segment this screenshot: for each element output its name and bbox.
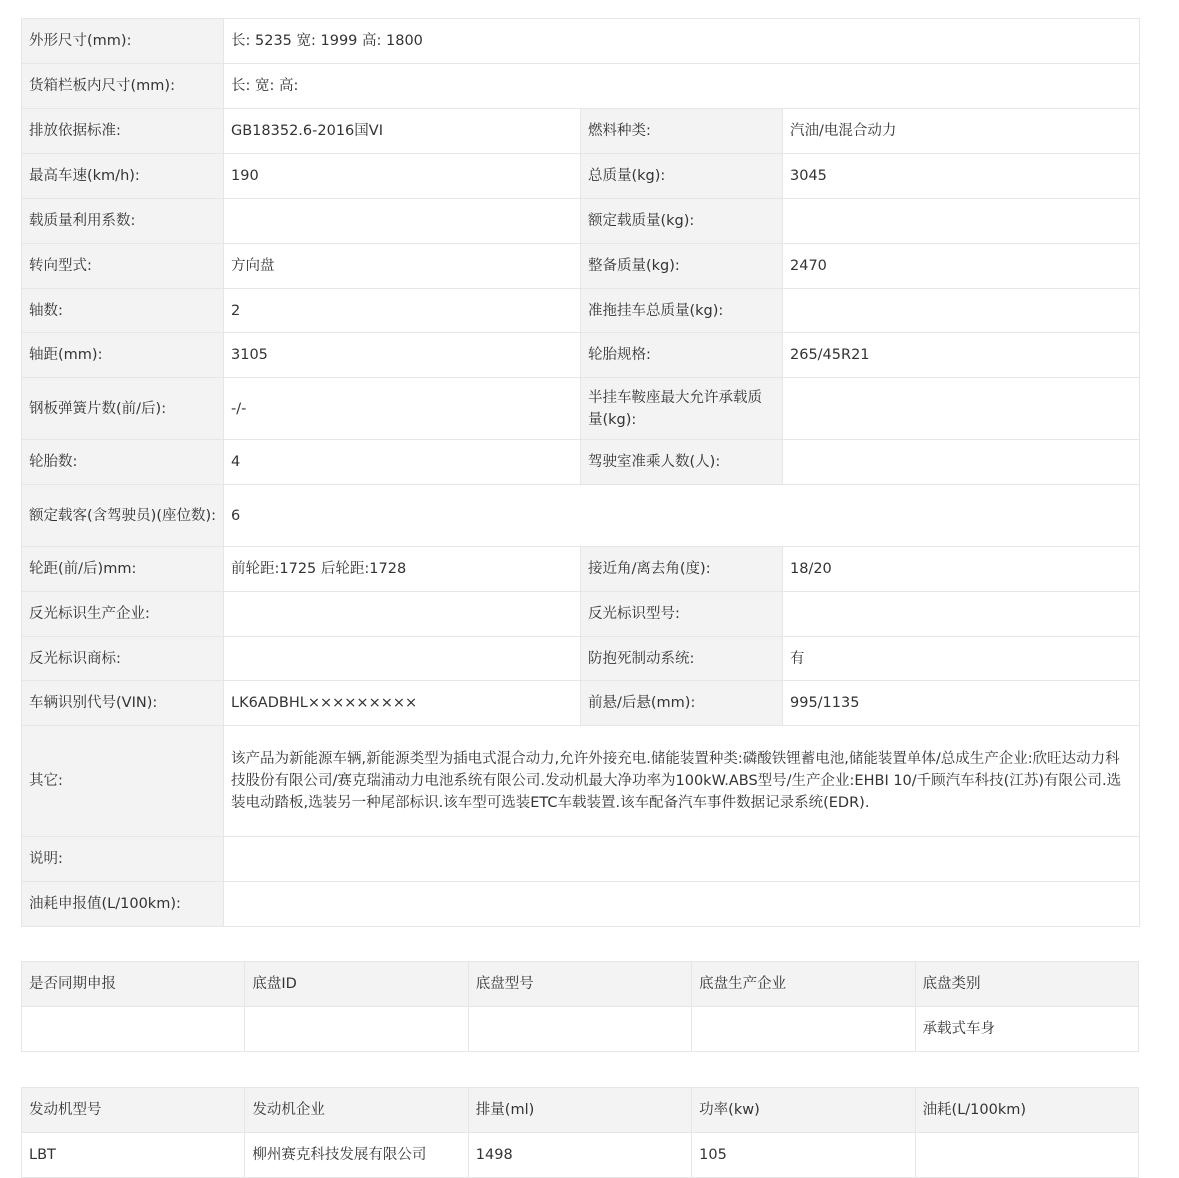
- spec-value: [224, 637, 581, 681]
- spec-label: 车辆识别代号(VIN):: [22, 681, 224, 726]
- table-cell: 柳州赛克科技发展有限公司: [245, 1133, 468, 1178]
- spec-label: 前悬/后悬(mm):: [581, 681, 783, 726]
- spec-value: 6: [224, 485, 1140, 547]
- spec-value: GB18352.6-2016国VI: [224, 109, 581, 154]
- spec-row: [22, 64, 1140, 109]
- spec-value: 995/1135: [783, 681, 1140, 726]
- spec-label: 载质量利用系数:: [22, 199, 224, 244]
- table-cell: [22, 1007, 245, 1052]
- spec-row: [22, 199, 1140, 244]
- spec-label: 接近角/离去角(度):: [581, 547, 783, 592]
- spec-label: 钢板弹簧片数(前/后):: [22, 378, 224, 440]
- table-cell: [692, 1007, 915, 1052]
- spec-label: 油耗申报值(L/100km):: [22, 882, 224, 927]
- spec-row: [22, 378, 1140, 440]
- spec-value: 汽油/电混合动力: [783, 109, 1140, 154]
- spec-label: 轮距(前/后)mm:: [22, 547, 224, 592]
- spec-value: 该产品为新能源车辆,新能源类型为插电式混合动力,允许外接充电.储能装置种类:磷酸铁锂蓄电池,储能装置单体/总成生产企业:欣旺达动力科技股份有限公司/赛克瑞浦动力电池系统有限公司.发动机最大净功率为100kW.ABS型号/生产企业:EHBI 10/千顾汽车科技(江苏)有限公司.选装电动踏板,选装另一种尾部标识.该车型可选装ETC车载装置.该车配备汽车事件数据记录系统(EDR).: [224, 726, 1140, 837]
- spec-value: 4: [224, 440, 581, 485]
- spec-label: 反光标识生产企业:: [22, 592, 224, 637]
- spec-value: 有: [783, 637, 1140, 681]
- spec-value: 18/20: [783, 547, 1140, 592]
- spec-label: 总质量(kg):: [581, 154, 783, 199]
- spec-row: [22, 485, 1140, 547]
- spec-value: [224, 837, 1140, 882]
- spec-value: 2470: [783, 244, 1140, 289]
- spec-value: 方向盘: [224, 244, 581, 289]
- spec-value: -/-: [224, 378, 581, 440]
- spec-label: 轴数:: [22, 289, 224, 333]
- spec-label: 外形尺寸(mm):: [22, 19, 224, 64]
- spec-row: [22, 440, 1140, 485]
- spec-row: [22, 637, 1140, 681]
- spec-label: 整备质量(kg):: [581, 244, 783, 289]
- spec-value: [224, 592, 581, 637]
- table-cell: [915, 1133, 1138, 1178]
- spec-value: 长: 5235 宽: 1999 高: 1800: [224, 19, 1140, 64]
- spec-label: 燃料种类:: [581, 109, 783, 154]
- spec-row: [22, 289, 1140, 333]
- spec-label: 半挂车鞍座最大允许承载质量(kg):: [581, 378, 783, 440]
- spec-row: [22, 726, 1140, 837]
- spec-label: 转向型式:: [22, 244, 224, 289]
- spec-row: [22, 333, 1140, 378]
- column-header: 底盘型号: [468, 962, 691, 1007]
- column-header: 油耗(L/100km): [915, 1088, 1138, 1133]
- spec-label: 排放依据标准:: [22, 109, 224, 154]
- vehicle-spec-table: [21, 18, 1140, 927]
- spec-row: [22, 681, 1140, 726]
- column-header: 排量(ml): [468, 1088, 691, 1133]
- spec-label: 其它:: [22, 726, 224, 837]
- spec-value: [783, 592, 1140, 637]
- chassis-table: [21, 961, 1139, 1052]
- engine-table: [21, 1087, 1139, 1178]
- spec-value: [783, 440, 1140, 485]
- spec-value: [224, 882, 1140, 927]
- spec-value: 190: [224, 154, 581, 199]
- spec-label: 说明:: [22, 837, 224, 882]
- chassis-header-row: [22, 962, 1139, 1007]
- table-cell: 105: [692, 1133, 915, 1178]
- spec-value: 3045: [783, 154, 1140, 199]
- spec-value: 2: [224, 289, 581, 333]
- column-header: 底盘ID: [245, 962, 468, 1007]
- spec-label: 轮胎规格:: [581, 333, 783, 378]
- spec-row: [22, 547, 1140, 592]
- spec-label: 轴距(mm):: [22, 333, 224, 378]
- column-header: 底盘类别: [915, 962, 1138, 1007]
- column-header: 底盘生产企业: [692, 962, 915, 1007]
- spec-value: [783, 378, 1140, 440]
- spec-value: [783, 289, 1140, 333]
- spec-row: [22, 109, 1140, 154]
- spec-value: [783, 199, 1140, 244]
- column-header: 是否同期申报: [22, 962, 245, 1007]
- spec-value: 长: 宽: 高:: [224, 64, 1140, 109]
- spec-label: 最高车速(km/h):: [22, 154, 224, 199]
- spec-value: 265/45R21: [783, 333, 1140, 378]
- spec-value: LK6ADBHL×××××××××: [224, 681, 581, 726]
- spec-label: 额定载质量(kg):: [581, 199, 783, 244]
- table-cell: 1498: [468, 1133, 691, 1178]
- spec-label: 反光标识型号:: [581, 592, 783, 637]
- spec-row: [22, 154, 1140, 199]
- spec-row: [22, 837, 1140, 882]
- table-cell: [468, 1007, 691, 1052]
- table-row: [22, 1133, 1139, 1178]
- column-header: 发动机型号: [22, 1088, 245, 1133]
- spec-value: 3105: [224, 333, 581, 378]
- engine-header-row: [22, 1088, 1139, 1133]
- column-header: 功率(kw): [692, 1088, 915, 1133]
- spec-row: [22, 592, 1140, 637]
- table-cell: LBT: [22, 1133, 245, 1178]
- table-cell: [245, 1007, 468, 1052]
- spec-label: 防抱死制动系统:: [581, 637, 783, 681]
- spec-label: 驾驶室准乘人数(人):: [581, 440, 783, 485]
- spec-label: 货箱栏板内尺寸(mm):: [22, 64, 224, 109]
- table-row: [22, 1007, 1139, 1052]
- spec-value: 前轮距:1725 后轮距:1728: [224, 547, 581, 592]
- spec-label: 额定载客(含驾驶员)(座位数):: [22, 485, 224, 547]
- table-cell: 承载式车身: [915, 1007, 1138, 1052]
- column-header: 发动机企业: [245, 1088, 468, 1133]
- spec-label: 准拖挂车总质量(kg):: [581, 289, 783, 333]
- spec-label: 反光标识商标:: [22, 637, 224, 681]
- spec-label: 轮胎数:: [22, 440, 224, 485]
- spec-row: [22, 882, 1140, 927]
- spec-row: [22, 19, 1140, 64]
- spec-value: [224, 199, 581, 244]
- spec-row: [22, 244, 1140, 289]
